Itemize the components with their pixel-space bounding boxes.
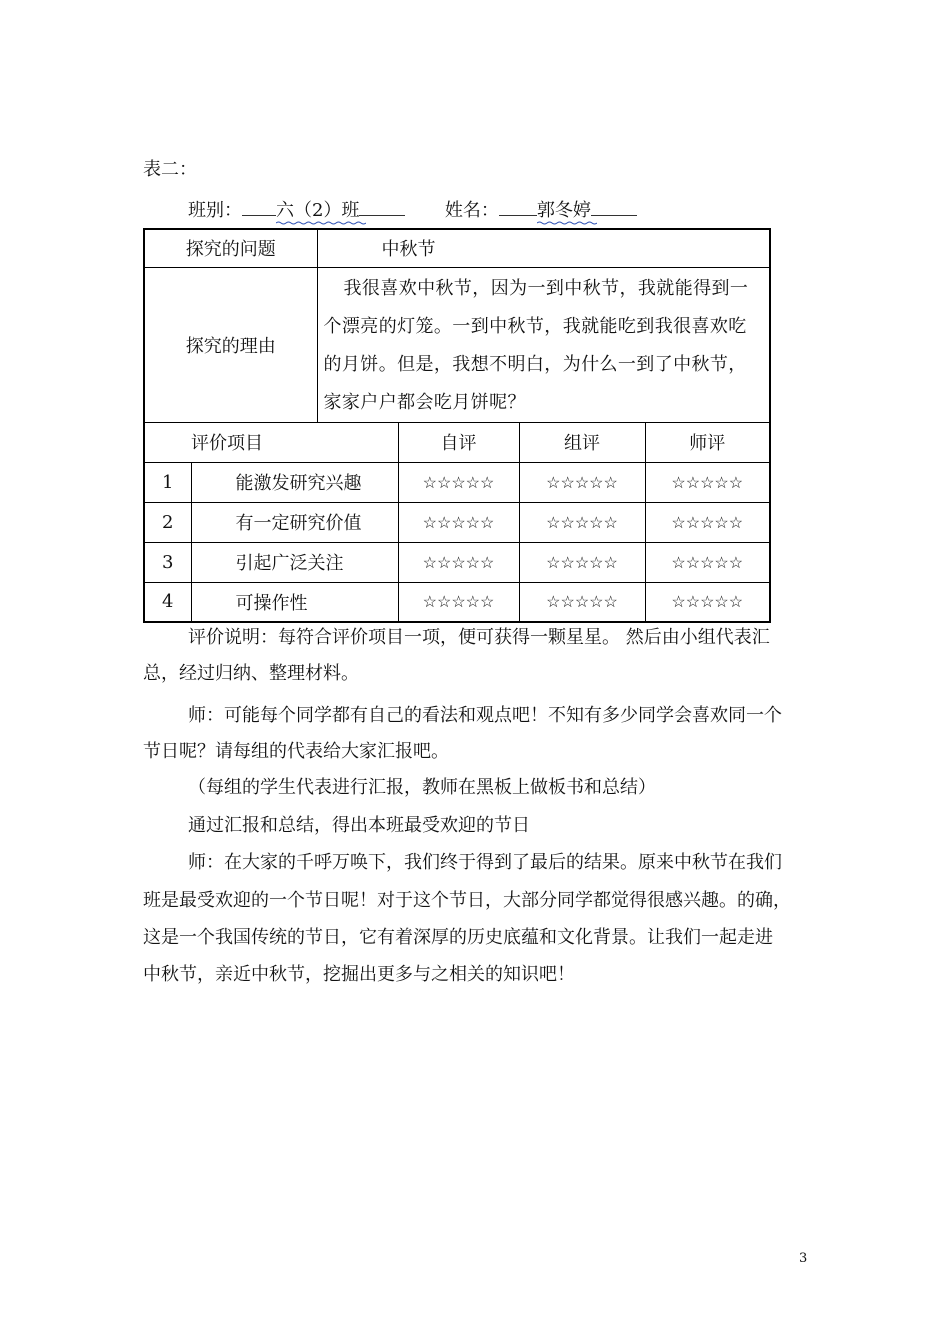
row-item: 可操作性 <box>191 582 398 622</box>
paragraph-line: 中秋节，亲近中秋节，挖掘出更多与之相关的知识吧！ <box>143 964 575 985</box>
table-row <box>144 502 770 542</box>
paragraph-line: 总，经过归纳、整理材料。 <box>143 663 359 684</box>
group-rating: ☆☆☆☆☆ <box>519 502 645 542</box>
class-label: 班别： <box>188 200 242 221</box>
self-rating: ☆☆☆☆☆ <box>398 502 519 542</box>
reason-line: 个漂亮的灯笼。一到中秋节，我就能吃到我很喜欢吃 <box>323 315 747 337</box>
reason-text <box>317 267 770 422</box>
name-blank-right <box>591 199 637 216</box>
paragraph-line: 节日呢？请每组的代表给大家汇报吧。 <box>143 741 449 762</box>
question-row <box>144 229 770 267</box>
question-value: 中秋节 <box>317 229 770 267</box>
col-group: 组评 <box>519 422 645 462</box>
row-item: 有一定研究价值 <box>191 502 398 542</box>
evaluation-table <box>143 228 771 623</box>
row-number: 1 <box>144 462 191 502</box>
wavy-underline-icon <box>276 221 366 225</box>
class-blank-left <box>242 199 276 216</box>
row-item: 引起广泛关注 <box>191 542 398 582</box>
paragraph-line: 这是一个我国传统的节日，它有着深厚的历史底蕴和文化背景。让我们一起走进 <box>143 927 773 948</box>
paragraph-line: 师：在大家的千呼万唤下，我们终于得到了最后的结果。原来中秋节在我们 <box>188 852 782 873</box>
self-rating: ☆☆☆☆☆ <box>398 462 519 502</box>
row-number: 4 <box>144 582 191 622</box>
group-rating: ☆☆☆☆☆ <box>519 542 645 582</box>
row-item: 能激发研究兴趣 <box>191 462 398 502</box>
reason-line: 的月饼。但是，我想不明白，为什么一到了中秋节， <box>323 353 747 375</box>
class-blank-right <box>359 199 405 216</box>
reason-label: 探究的理由 <box>144 267 317 422</box>
name-label: 姓名： <box>444 200 499 221</box>
row-number: 3 <box>144 542 191 582</box>
teacher-rating: ☆☆☆☆☆ <box>645 502 770 542</box>
paragraph-line: （每组的学生代表进行汇报，教师在黑板上做板书和总结） <box>188 777 656 798</box>
group-rating: ☆☆☆☆☆ <box>519 462 645 502</box>
teacher-rating: ☆☆☆☆☆ <box>645 462 770 502</box>
student-info-line <box>188 199 637 221</box>
reason-line: 我很喜欢中秋节，因为一到中秋节，我就能得到一 <box>343 277 749 299</box>
class-value: 六（2）班 <box>276 201 359 221</box>
eval-header-row <box>144 422 770 462</box>
heading: 表二： <box>143 159 197 180</box>
col-teacher: 师评 <box>645 422 770 462</box>
row-number: 2 <box>144 502 191 542</box>
eval-header: 评价项目 <box>144 422 398 462</box>
table-row <box>144 462 770 502</box>
reason-line: 家家户户都会吃月饼呢？ <box>323 391 526 413</box>
group-rating: ☆☆☆☆☆ <box>519 582 645 622</box>
self-rating: ☆☆☆☆☆ <box>398 542 519 582</box>
reason-row <box>144 267 770 422</box>
wavy-underline-icon <box>537 221 597 225</box>
page-number: 3 <box>799 1251 808 1266</box>
teacher-rating: ☆☆☆☆☆ <box>645 542 770 582</box>
paragraph-line: 通过汇报和总结，得出本班最受欢迎的节日 <box>188 815 530 836</box>
paragraph-line: 评价说明：每符合评价项目一项，便可获得一颗星星。 然后由小组代表汇 <box>188 627 770 648</box>
question-label: 探究的问题 <box>144 229 317 267</box>
paragraph-line: 师：可能每个同学都有自己的看法和观点吧！不知有多少同学会喜欢同一个 <box>188 705 782 726</box>
col-self: 自评 <box>398 422 519 462</box>
table-row <box>144 542 770 582</box>
paragraph-line: 班是最受欢迎的一个节日呢！对于这个节日，大部分同学都觉得很感兴趣。的确， <box>143 890 791 911</box>
teacher-rating: ☆☆☆☆☆ <box>645 582 770 622</box>
self-rating: ☆☆☆☆☆ <box>398 582 519 622</box>
table-row <box>144 582 770 622</box>
name-blank-left <box>499 199 537 216</box>
name-value: 郭冬婷 <box>537 201 591 221</box>
